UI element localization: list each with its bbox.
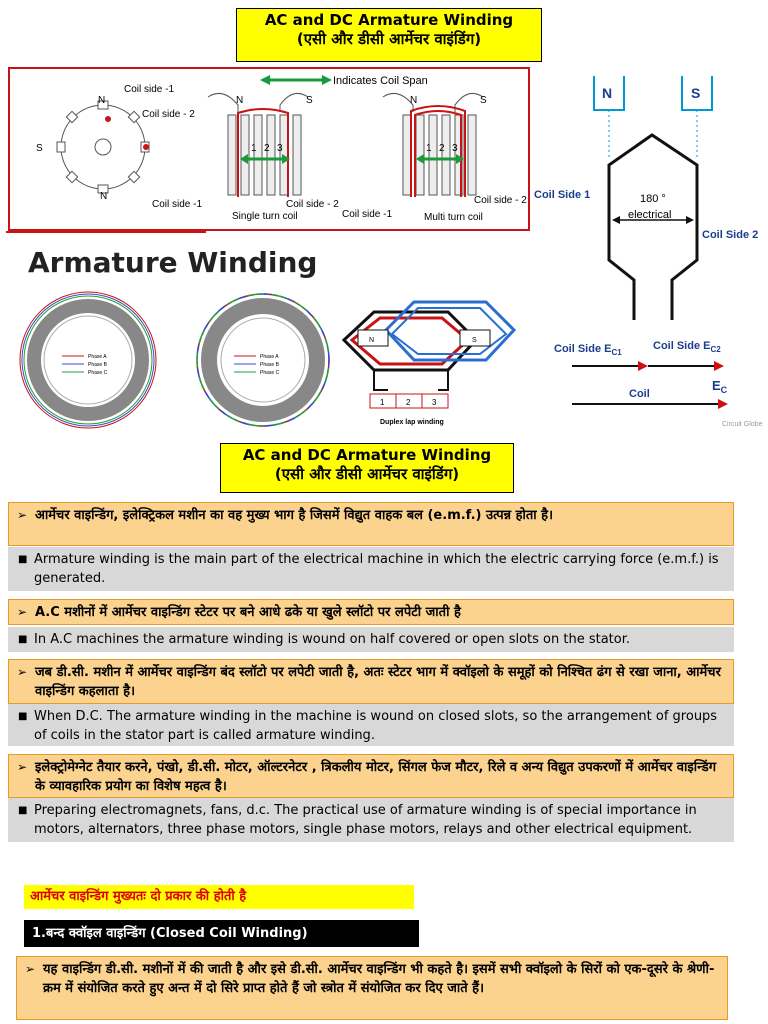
arrow-bullet-icon: ➢: [17, 508, 28, 522]
square-bullet-icon: ■: [18, 805, 28, 816]
duplex-pole-n: N: [369, 337, 375, 344]
point-3-english-text: When D.C. The armature winding in the machine is wound on closed slots, so the arrangement of groups of coils in the stator part is called armature winding.: [34, 709, 718, 743]
point-1-english: [8, 547, 734, 591]
multi-pole-s: S: [480, 95, 487, 106]
duplex-num-2: 2: [406, 398, 411, 407]
closed-coil-text: [16, 956, 728, 1020]
point-4-hindi: [8, 754, 734, 798]
multi-num-3: 3: [452, 143, 458, 154]
arrow-bullet-icon: ➢: [17, 760, 28, 774]
coil-label: Coil: [629, 388, 650, 400]
coil-shape: [609, 135, 697, 320]
rotor-gear: [57, 101, 149, 193]
multi-turn-label: Multi turn coil: [424, 212, 483, 223]
point-1-english-text: Armature winding is the main part of the electrical machine in which the electric carrying force (e.m.f.) is generated.: [34, 552, 719, 586]
angle-text: 180 °: [640, 193, 666, 205]
point-3-english: [8, 704, 734, 746]
top-header-line1: AC and DC Armature Winding: [264, 11, 514, 29]
multi-coil-side-1: Coil side -1: [342, 209, 393, 220]
gear-coil-side-1: Coil side -1: [124, 84, 175, 95]
point-1-hindi-text: आर्मेचर वाइन्डिंग, इलेक्ट्रिकल मशीन का वह मुख्य भाग है जिसमें विद्युत वाहक बल (e.m.f.) उत्पन्न होता है।: [35, 508, 553, 523]
red-divider: [6, 231, 206, 233]
s1-phase-a: Phase A: [88, 354, 107, 360]
ec1-label: Coil Side $E_{C1}$: [554, 343, 622, 357]
closed-coil-heading: 1.बन्द क्वॉइल वाइन्डिंग (Closed Coil Winding): [24, 920, 419, 947]
tr-pole-s: S: [691, 85, 701, 101]
square-bullet-icon: ■: [18, 554, 28, 565]
single-num-2: 2: [264, 143, 270, 154]
watermark: Circuit Globe: [722, 421, 763, 428]
single-pole-n: N: [236, 95, 244, 106]
coil-side-180-diagram: [532, 70, 766, 432]
gear-pole-n: N: [98, 95, 106, 106]
point-2-english-text: In A.C machines the armature winding is wound on half covered or open slots on the stator.: [34, 632, 631, 647]
stator-windings-diagram: [8, 290, 530, 440]
top-header-line2: (एसी और डीसी आर्मेचर वाइंडिंग): [296, 30, 482, 48]
legend-text: Indicates Coil Span: [333, 75, 428, 87]
mid-header-line1: AC and DC Armature Winding: [242, 446, 492, 464]
point-2-english: [8, 627, 734, 652]
multi-num-1: 1: [426, 143, 432, 154]
arrow-bullet-icon: ➢: [25, 962, 36, 976]
stator-ring-2: [197, 294, 329, 426]
mid-header-line2: (एसी और डीसी आर्मेचर वाइंडिंग): [274, 465, 460, 483]
coil-side-2-label: Coil Side 2: [702, 229, 759, 241]
single-turn-label: Single turn coil: [232, 211, 298, 222]
gear-pole-s: S: [36, 143, 43, 154]
multi-num-2: 2: [439, 143, 445, 154]
top-header: [236, 8, 542, 62]
square-bullet-icon: ■: [18, 711, 28, 722]
point-4-english: [8, 798, 734, 842]
gear-coil-side-2: Coil side - 2: [142, 109, 195, 120]
point-3-hindi: [8, 659, 734, 704]
closed-coil-text-content: यह वाइन्डिंग डी.सी. मशीनों में की जाती है और इसे डी.सी. आर्मेचर वाइन्डिंग भी कहते है। इसमें सभी क्वॉइलो के सिरों को एक-दूसरे के श्रेणी-क्रम में संयोजित करते हुए अन्त में दो सिरे प्राप्त होते हैं जो स्त्रोत में संयोजित कर दिए जाते हैं।: [43, 962, 715, 996]
mid-header: [220, 443, 514, 493]
s2-phase-a: Phase A: [260, 354, 279, 360]
types-heading: आर्मेचर वाइन्डिंग मुख्यतः दो प्रकार की होती है: [24, 885, 414, 909]
duplex-label: Duplex lap winding: [380, 419, 444, 426]
multi-pole-n: N: [410, 95, 418, 106]
duplex-num-1: 1: [380, 398, 385, 407]
s2-phase-c: Phase C: [260, 370, 280, 376]
point-2-hindi-text: A.C मशीनों में आर्मेचर वाइन्डिंग स्टेटर पर बने आधे ढके या खुले स्लॉटो पर लपेटी जाती है: [35, 605, 461, 620]
ec2-label: Coil Side $E_{C2}$: [653, 340, 721, 354]
tr-pole-n: N: [602, 85, 613, 101]
arrow-bullet-icon: ➢: [17, 605, 28, 619]
coil-side-1-label: Coil Side 1: [534, 189, 591, 201]
coil-span-diagram: [8, 67, 530, 231]
point-4-english-text: Preparing electromagnets, fans, d.c. The practical use of armature winding is of special importance in motors, alternators, three phase motors, single phase motors, relays and other electrical equipment.: [34, 803, 697, 837]
multi-coil-side-2: Coil side - 2: [474, 195, 527, 206]
arrow-bullet-icon: ➢: [17, 665, 28, 679]
s1-phase-c: Phase C: [88, 370, 108, 376]
single-coil-side-1: Coil side -1: [152, 199, 203, 210]
point-4-hindi-text: इलेक्ट्रोमेग्नेट तैयार करने, पंखो, डी.सी. मोटर, ऑल्टरनेटर , त्रिकलीय मोटर, सिंगल फेज मौटर, रिले व अन्य विद्युत उपकरणों में आर्मेचर वाइन्डिंग के व्यावहारिक प्रयोग का विशेष महत्व है।: [35, 760, 717, 794]
point-2-hindi: [8, 599, 734, 625]
ec-label: $E_C$: [712, 378, 728, 395]
electrical-text: electrical: [628, 209, 672, 221]
single-coil-side-2: Coil side - 2: [286, 199, 339, 210]
s2-phase-b: Phase B: [260, 362, 279, 368]
point-3-hindi-text: जब डी.सी. मशीन में आर्मेचर वाइन्डिंग बंद स्लॉटो पर लपेटी जाती है, अतः स्टेटर भाग में क्वॉइलो के समूहों को निश्चित ढंग से रखा जाना, आर्मेचर वाइन्डिंग कहलाता है।: [35, 665, 721, 699]
single-pole-s: S: [306, 95, 313, 106]
armature-winding-title: Armature Winding: [28, 246, 318, 279]
s1-phase-b: Phase B: [88, 362, 107, 368]
duplex-num-3: 3: [432, 398, 437, 407]
point-1-hindi: [8, 502, 734, 546]
duplex-pole-s: S: [472, 337, 477, 344]
gear-pole-n-bottom: N: [100, 191, 108, 202]
square-bullet-icon: ■: [18, 634, 28, 645]
single-num-3: 3: [277, 143, 283, 154]
duplex-lap-winding-drawing: [344, 302, 514, 408]
single-num-1: 1: [251, 143, 257, 154]
